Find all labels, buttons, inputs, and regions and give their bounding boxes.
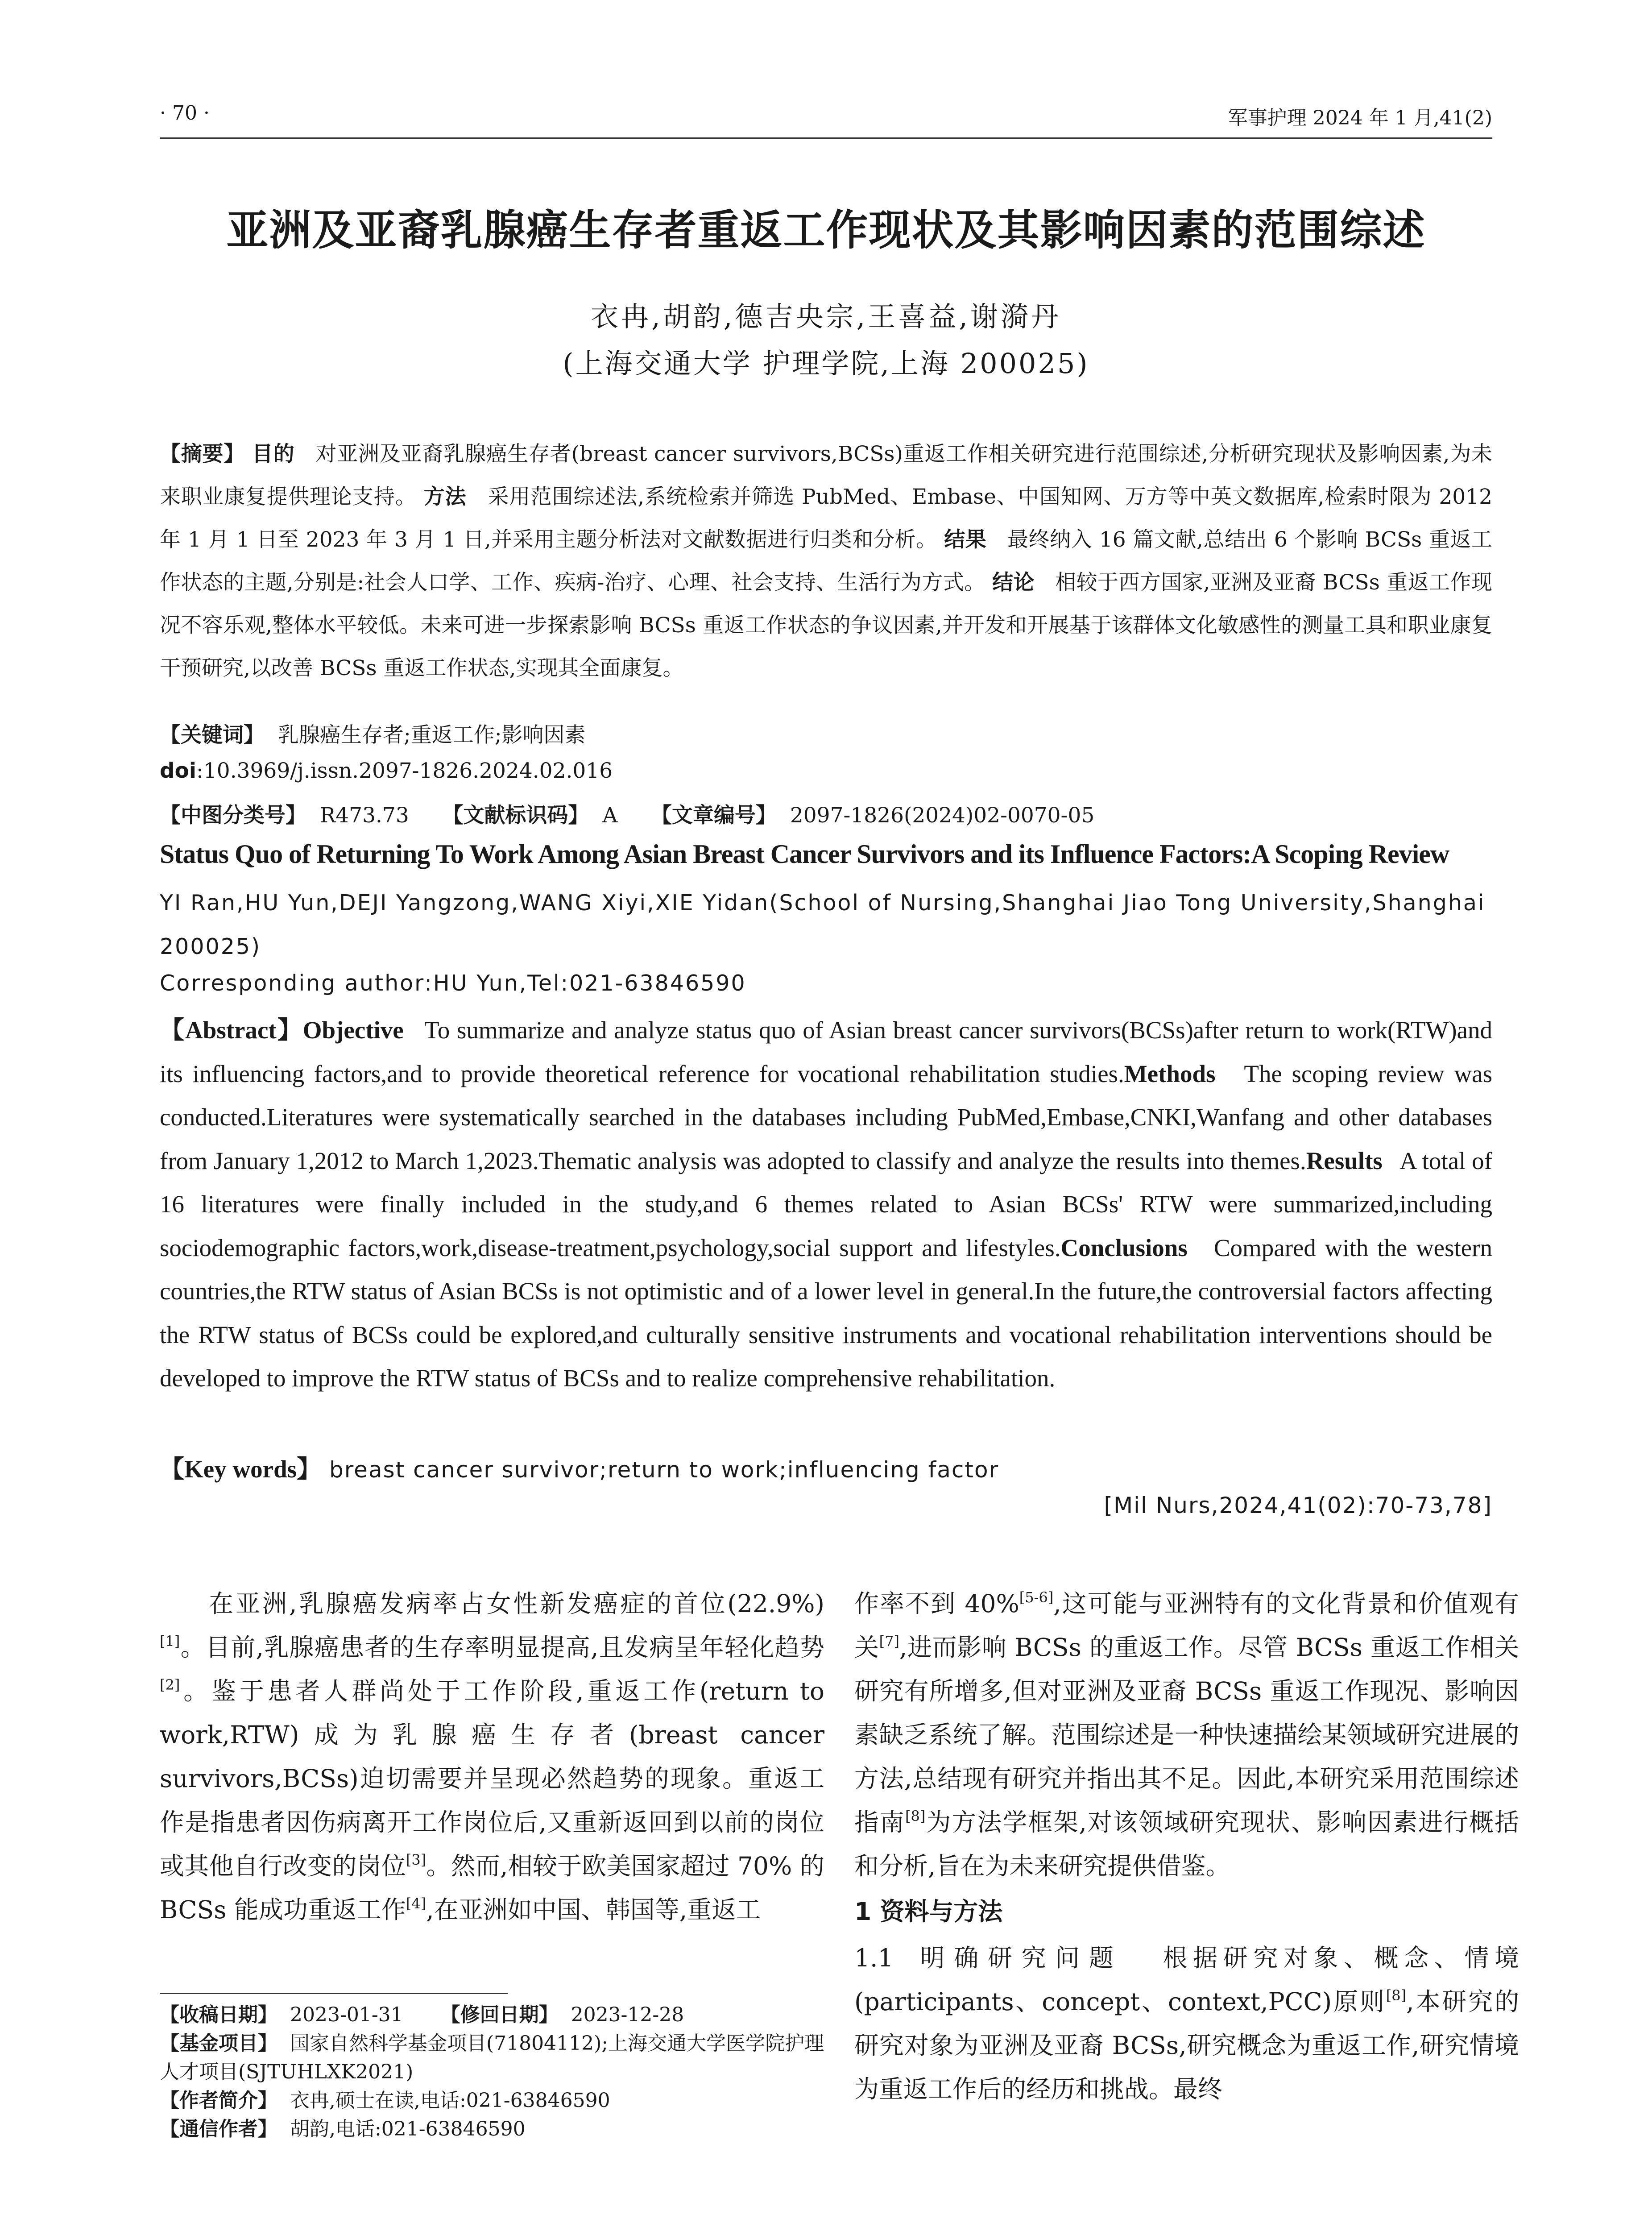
body-text: 根据研究对象、概念、情境(participants、concept、context,PCC)原则 — [854, 1944, 1519, 2016]
body-column-right — [854, 1582, 1519, 2111]
conclusions-label: 结论 — [992, 570, 1035, 595]
subsection-title: 明确研究问题 — [920, 1944, 1123, 1972]
citation: [Mil Nurs,2024,41(02):70-73,78] — [1104, 1493, 1492, 1518]
en-keywords-value: breast cancer survivor;return to work;influencing factor — [329, 1457, 999, 1483]
received-date: 2023-01-31 — [290, 2003, 403, 2026]
body-text: 。然而,相较于欧美国家超过 70% 的 BCSs 能成功重返工作 — [160, 1852, 824, 1924]
objective-text: 对亚洲及亚裔乳腺癌生存者(breast cancer survivors,BCSs)重返工作相关研究进行范围综述,分析研究现状及影响因素,为未来职业康复提供理论支持。 — [160, 442, 1493, 509]
reference-mark: [2] — [160, 1676, 180, 1693]
corresponding-author: Corresponding author:HU Yun,Tel:021-63846590 — [160, 970, 746, 996]
doc-code-value: A — [602, 803, 618, 828]
reference-mark: [5-6] — [1019, 1589, 1054, 1606]
body-text: 为方法学框架,对该领域研究现状、影响因素进行概括和分析,旨在为未来研究提供借鉴。 — [854, 1808, 1519, 1880]
footnote-rule — [160, 1993, 508, 1994]
doi-label: doi — [160, 759, 197, 783]
clc-label: 【中图分类号】 — [160, 803, 306, 828]
body-column-left — [160, 1582, 824, 1932]
body-text: 在亚洲,乳腺癌发病率占女性新发癌症的首位(22.9%) — [209, 1589, 824, 1618]
revised-date: 2023-12-28 — [571, 2003, 684, 2026]
article-no-value: 2097-1826(2024)02-0070-05 — [790, 803, 1095, 828]
classification-line — [160, 799, 1492, 829]
reference-mark: [8] — [905, 1808, 926, 1825]
corresponding-label: 【通信作者】 — [160, 2118, 277, 2140]
english-authors: YI Ran,HU Yun,DEJI Yangzong,WANG Xiyi,XIE Yidan(School of Nursing,Shanghai Jiao Tong University,Shanghai 200025) — [160, 890, 1486, 959]
en-keywords-label: 【Key words】 — [160, 1456, 322, 1483]
intro-paragraph — [160, 1582, 824, 1932]
affiliation: (上海交通大学 护理学院,上海 200025) — [563, 347, 1089, 380]
footnote-author — [160, 2086, 824, 2115]
en-objective-label: Objective — [302, 1016, 404, 1044]
footnote-dates — [160, 2001, 824, 2029]
chinese-keywords — [160, 718, 1492, 748]
body-text: ,在亚洲如中国、韩国等,重返工 — [426, 1895, 761, 1924]
section-heading: 1 资料与方法 — [854, 1897, 1003, 1926]
en-results-label: Results — [1306, 1147, 1383, 1174]
reference-mark: [4] — [406, 1895, 426, 1912]
abstract-label: 【摘要】 — [160, 442, 245, 466]
en-methods-label: Methods — [1124, 1060, 1216, 1087]
doi-value: :10.3969/j.issn.2097-1826.2024.02.016 — [196, 759, 613, 783]
journal-info: 军事护理 2024 年 1 月,41(2) — [1228, 107, 1492, 129]
footnotes — [160, 2001, 824, 2144]
chinese-abstract — [160, 433, 1492, 690]
reference-mark: [1] — [160, 1633, 180, 1650]
en-objective-text: To summarize and analyze status quo of Asian breast cancer survivors(BCSs)after return to work(RTW)and its influencing factors,and to provide theoretical reference for vocational rehabilitation studies. — [160, 1016, 1492, 1087]
article-no-label: 【文章编号】 — [650, 803, 777, 828]
running-header — [160, 89, 1492, 138]
body-text: 。目前,乳腺癌患者的生存率明显提高,且发病呈年轻化趋势 — [180, 1633, 824, 1662]
english-keywords — [160, 1449, 1492, 1485]
author-bio-label: 【作者简介】 — [160, 2089, 277, 2112]
reference-mark: [8] — [1386, 1987, 1407, 2004]
revised-label: 【修回日期】 — [440, 2003, 559, 2026]
en-abstract-label: 【Abstract】 — [160, 1016, 303, 1044]
intro-paragraph-continued — [854, 1582, 1519, 1888]
doi-line — [160, 759, 1492, 783]
author-bio-text: 衣冉,硕士在读,电话:021-63846590 — [290, 2089, 610, 2112]
keywords-value: 乳腺癌生存者;重返工作;影响因素 — [277, 723, 586, 747]
subsection-paragraph — [854, 1936, 1519, 2111]
objective-label: 目的 — [252, 442, 295, 466]
results-label: 结果 — [944, 527, 987, 552]
body-text: ,进而影响 BCSs 的重返工作。尽管 BCSs 重返工作相关研究有所增多,但对亚洲及亚裔 BCSs 重返工作现况、影响因素缺乏系统了解。范围综述是一种快速描绘某领域研究进展的方法,总结现有研究并指出其不足。因此,本研究采用范围综述指南 — [854, 1633, 1519, 1837]
conclusions-text: 相较于西方国家,亚洲及亚裔 BCSs 重返工作现况不容乐观,整体水平较低。未来可进一步探索影响 BCSs 重返工作状态的争议因素,并开发和开展基于该群体文化敏感性的测量工具和职业康复干预研究,以改善 BCSs 重返工作状态,实现其全面康复。 — [160, 570, 1492, 680]
en-conclusions-label: Conclusions — [1060, 1234, 1188, 1261]
body-text: 。鉴于患者人群尚处于工作阶段,重返工作(return to work,RTW)成为乳腺癌生存者(breast cancer survivors,BCSs)迫切需要并呈现必然趋势的现象。重返工作是指患者因伤病离开工作岗位后,又重新返回到以前的岗位或其他自行改变的岗位 — [160, 1677, 824, 1880]
results-text: 最终纳入 16 篇文献,总结出 6 个影响 BCSs 重返工作状态的主题,分别是:社会人口学、工作、疾病-治疗、心理、社会支持、生活行为方式。 — [160, 527, 1493, 595]
en-results-text: A total of 16 literatures were finally included in the study,and 6 themes related to Asian BCSs' RTW were summarized,including sociodemographic factors,work,disease-treatment,psychology,social support and lifestyles. — [160, 1147, 1492, 1261]
doc-code-label: 【文献标识码】 — [442, 803, 589, 828]
body-text: 作率不到 40% — [854, 1589, 1019, 1618]
en-methods-text: The scoping review was conducted.Literatures were systematically searched in the databases including PubMed,Embase,CNKI,Wanfang and other databases from January 1,2012 to March 1,2023.Thematic analysis was adopted to classify and analyze the results into themes. — [160, 1060, 1492, 1174]
methods-label: 方法 — [423, 485, 467, 509]
english-abstract — [160, 1008, 1492, 1400]
methods-text: 采用范围综述法,系统检索并筛选 PubMed、Embase、中国知网、万方等中英文数据库,检索时限为 2012 年 1 月 1 日至 2023 年 3 月 1 日,并采用主题分析法对文献数据进行归类和分析。 — [160, 485, 1492, 552]
body-text: ,本研究的研究对象为亚洲及亚裔 BCSs,研究概念为重返工作,研究情境为重返工作后的经历和挑战。最终 — [854, 1987, 1520, 2103]
footnote-fund — [160, 2029, 824, 2086]
body-text: ,这可能与亚洲特有的文化背景和价值观有关 — [854, 1589, 1520, 1662]
author-list: 衣冉,胡韵,德吉央宗,王喜益,谢漪丹 — [591, 300, 1061, 333]
reference-mark: [3] — [406, 1851, 426, 1868]
subsection-number: 1.1 — [854, 1944, 894, 1972]
footnote-corresponding — [160, 2115, 824, 2144]
corresponding-text: 胡韵,电话:021-63846590 — [290, 2118, 526, 2140]
fund-text: 国家自然科学基金项目(71804112);上海交通大学医学院护理人才项目(SJTUHLXK2021) — [160, 2032, 824, 2083]
received-label: 【收稿日期】 — [160, 2003, 277, 2026]
fund-label: 【基金项目】 — [160, 2032, 277, 2055]
article-title: 亚洲及亚裔乳腺癌生存者重返工作现状及其影响因素的范围综述 — [226, 206, 1426, 255]
english-title: Status Quo of Returning To Work Among Asian Breast Cancer Survivors and its Influence Factors:A Scoping Review — [160, 839, 1449, 869]
clc-value: R473.73 — [319, 803, 409, 828]
reference-mark: [7] — [879, 1633, 899, 1650]
header-rule — [160, 137, 1492, 139]
page-number: · 70 · — [160, 102, 210, 124]
en-conclusions-text: Compared with the western countries,the RTW status of Asian BCSs is not optimistic and of a lower level in general.In the future,the controversial factors affecting the RTW status of BCSs could be explored,and culturally sensitive instruments and vocational rehabilitation interventions should be developed to improve the RTW status of BCSs and to realize comprehensive rehabilitation. — [160, 1234, 1492, 1392]
keywords-label: 【关键词】 — [160, 723, 265, 747]
